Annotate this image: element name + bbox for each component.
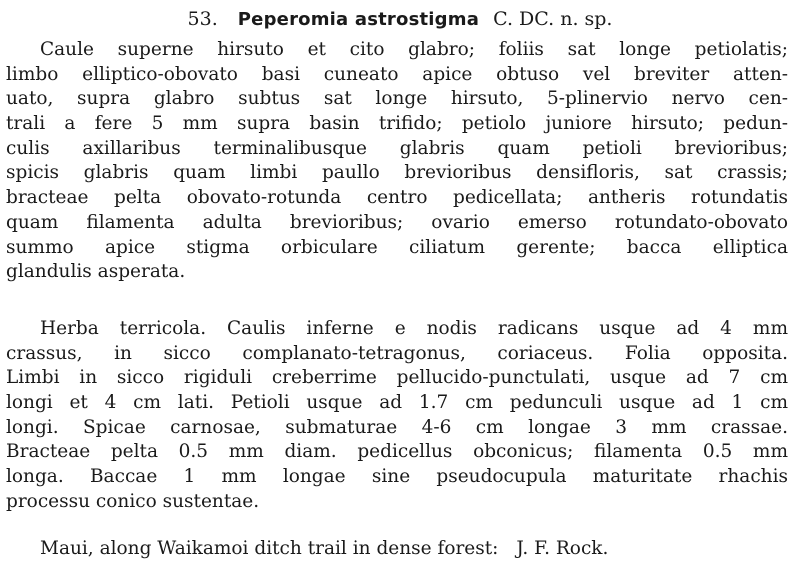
species-author: C. DC. n. sp.: [493, 8, 613, 30]
text-line: Bracteae pelta 0.5 mm diam. pedicellus obconicus; filamenta 0.5 mm: [6, 441, 788, 463]
text-line: quam filamenta adulta brevioribus; ovario emerso rotundato-obovato: [6, 211, 788, 233]
species-name: Peperomia astrostigma: [237, 9, 480, 30]
text-line: glandulis asperata.: [6, 261, 186, 283]
text-line: summo apice stigma orbiculare ciliatum gerente; bacca elliptica: [6, 236, 788, 258]
text-line: crassus, in sicco complanato-tetragonus, coriaceus. Folia opposita.: [6, 342, 788, 364]
text-line: processu conico sustentae.: [6, 490, 260, 512]
text-line: longi et 4 cm lati. Petioli usque ad 1.7 cm pedunculi usque ad 1 cm: [6, 392, 788, 414]
text-line: bracteae pelta obovato-rotunda centro pedicellata; antheris rotundatis: [6, 187, 788, 209]
description-paragraph: [6, 38, 788, 285]
text-line: spicis glabris quam limbi paullo brevioribus densifloris, sat crassis;: [6, 162, 788, 184]
collector-name: J. F. Rock.: [516, 538, 609, 559]
text-line: limbo elliptico-obovato basi cuneato apice obtuso vel breviter atten-: [6, 63, 788, 85]
locality-line: [6, 537, 788, 562]
text-line: longi. Spicae carnosae, submaturae 4-6 cm longae 3 mm crassae.: [6, 416, 788, 438]
locality-text: Maui, along Waikamoi ditch trail in dense forest:: [40, 538, 499, 559]
species-number: 53.: [187, 8, 218, 30]
text-line: uato, supra glabro subtus sat longe hirsuto, 5-plinervio nervo cen-: [6, 88, 788, 110]
text-line: Herba terricola. Caulis inferne e nodis radicans usque ad 4 mm: [40, 318, 788, 339]
species-heading: [0, 6, 800, 33]
text-line: culis axillaribus terminalibusque glabris quam petioli brevioribus;: [6, 137, 788, 159]
habit-paragraph: [6, 317, 788, 515]
locality-paragraph: [6, 537, 788, 562]
text-line: longa. Baccae 1 mm longae sine pseudocupula maturitate rhachis: [6, 466, 788, 488]
text-line: trali a fere 5 mm supra basin trifido; petiolo juniore hirsuto; pedun-: [6, 113, 788, 135]
text-line: Limbi in sicco rigiduli creberrime pellucido-punctulati, usque ad 7 cm: [6, 367, 788, 389]
text-line: Caule superne hirsuto et cito glabro; foliis sat longe petiolatis;: [40, 39, 788, 60]
